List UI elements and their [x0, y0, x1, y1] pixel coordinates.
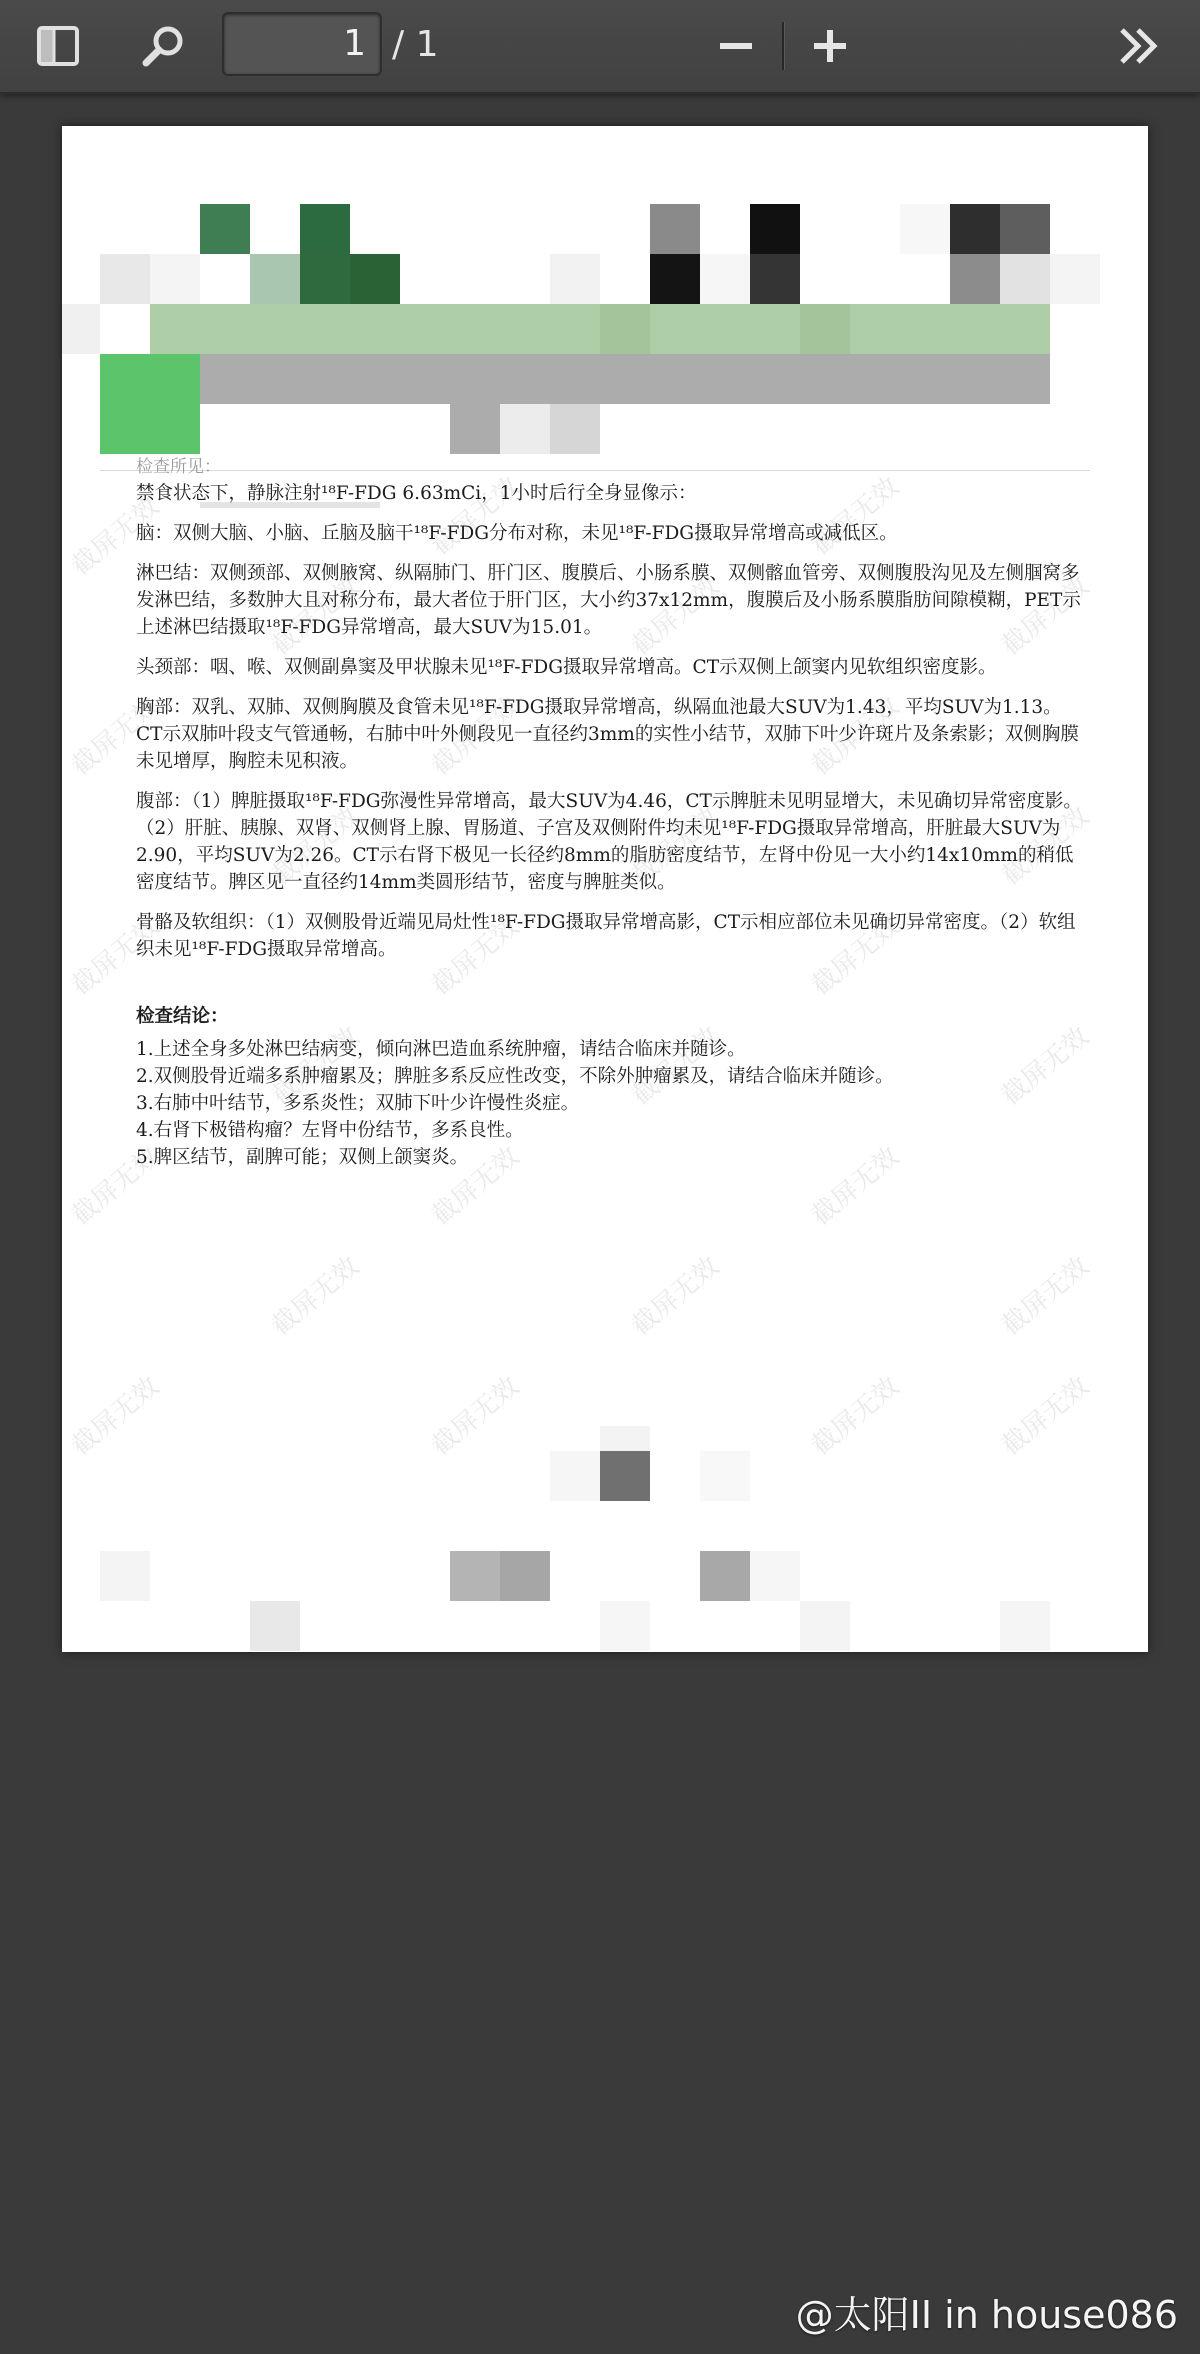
watermark: 截屏无效: [66, 911, 166, 1002]
pdf-toolbar: [0, 0, 1200, 94]
watermark: 截屏无效: [626, 1021, 726, 1112]
report-body: [136, 457, 1086, 1171]
minus-icon: [716, 26, 756, 66]
conclusion-item: 4.右肾下极错构瘤？左肾中份结节，多系良性。: [136, 1120, 524, 1141]
watermark: 截屏无效: [66, 1371, 166, 1462]
conclusion-title: 检查结论：: [136, 1006, 229, 1027]
watermark: 截屏无效: [66, 691, 166, 782]
sidebar-toggle-icon: [36, 24, 80, 68]
pdf-page: [62, 126, 1148, 1652]
report-section-bone: 骨骼及软组织：（1）双侧股骨近端见局灶性¹⁸F-FDG摄取异常增高影，CT示相应部位未见确切异常密度。（2）软组织未见¹⁸F-FDG摄取异常增高。: [136, 912, 1076, 960]
zoom-in-button[interactable]: [800, 18, 860, 74]
search-button[interactable]: [138, 20, 190, 72]
zoom-out-button[interactable]: [706, 18, 766, 74]
watermark: 截屏无效: [426, 471, 526, 562]
watermark: 截屏无效: [996, 801, 1096, 892]
watermark: 截屏无效: [806, 1371, 906, 1462]
watermark: 截屏无效: [626, 1251, 726, 1342]
conclusion-item: 3.右肺中叶结节，多系炎性；双肺下叶少许慢性炎症。: [136, 1093, 580, 1114]
report-intro: 禁食状态下，静脉注射¹⁸F-FDG 6.63mCi，1小时后行全身显像示：: [136, 483, 697, 504]
watermark: 截屏无效: [806, 1141, 906, 1232]
watermark: 截屏无效: [426, 1371, 526, 1462]
plus-icon: [810, 26, 850, 66]
conclusion-item: 2.双侧股骨近端多系肿瘤累及；脾脏多系反应性改变，不除外肿瘤累及，请结合临床并随诊。: [136, 1066, 894, 1087]
conclusion-item: 5.脾区结节，副脾可能；双侧上颌窦炎。: [136, 1147, 469, 1168]
conclusion-item: 1.上述全身多处淋巴结病变，倾向淋巴造血系统肿瘤，请结合临床并随诊。: [136, 1039, 746, 1060]
watermark: 截屏无效: [996, 571, 1096, 662]
watermark: 截屏无效: [996, 1251, 1096, 1342]
report-section-lymph: 淋巴结：双侧颈部、双侧腋窝、纵隔肺门、肝门区、腹膜后、小肠系膜、双侧髂血管旁、双侧腹股沟见及左侧腘窝多发淋巴结，多数肿大且对称分布，最大者位于肝门区，大小约37x12mm，腹膜后及小肠系膜脂肪间隙模糊，PET示上述淋巴结摄取¹⁸F-FDG异常增高，最大SUV为15.01。: [136, 563, 1081, 638]
watermark: 截屏无效: [806, 471, 906, 562]
watermark: 截屏无效: [426, 911, 526, 1002]
watermark: 截屏无效: [996, 1371, 1096, 1462]
report-section-brain: 脑：双侧大脑、小脑、丘脑及脑干¹⁸F-FDG分布对称，未见¹⁸F-FDG摄取异常增高或减低区。: [136, 523, 898, 544]
watermark: 截屏无效: [996, 1021, 1096, 1112]
watermark: 截屏无效: [806, 691, 906, 782]
watermark: 截屏无效: [426, 691, 526, 782]
watermark: 截屏无效: [66, 1141, 166, 1232]
secondary-toolbar-button[interactable]: [1110, 18, 1170, 74]
watermark: 截屏无效: [806, 911, 906, 1002]
zoom-separator: [782, 22, 784, 70]
watermark: 截屏无效: [266, 571, 366, 662]
report-section-head-neck: 头颈部：咽、喉、双侧副鼻窦及甲状腺未见¹⁸F-FDG摄取异常增高。CT示双侧上颌窦内见软组织密度影。: [136, 657, 997, 678]
watermark: 截屏无效: [266, 1251, 366, 1342]
search-icon: [140, 22, 188, 70]
page-number-input[interactable]: 1: [222, 12, 382, 76]
credit-watermark: @太阳II in house086: [795, 2293, 1178, 2337]
report-section-abdomen: 腹部：（1）脾脏摄取¹⁸F-FDG弥漫性异常增高，最大SUV为4.46，CT示脾脏未见明显增大，未见确切异常密度影。（2）肝脏、胰腺、双肾、双侧肾上腺、胃肠道、子宫及双侧附件均未见¹⁸F-FDG摄取异常增高，肝脏最大SUV为2.90，平均SUV为2.26。CT示右肾下极见一长径约8mm的脂肪密度结节，左肾中份见一大小约14x10mm的稍低密度结节。脾区见一直径约14mm类圆形结节，密度与脾脏类似。: [136, 791, 1082, 893]
watermark: 截屏无效: [426, 1141, 526, 1232]
watermark: 截屏无效: [266, 1021, 366, 1112]
watermark: 截屏无效: [66, 491, 166, 582]
findings-label: 检查所见：: [136, 457, 221, 477]
page-total-label: / 1: [392, 24, 439, 65]
watermark: 截屏无效: [626, 571, 726, 662]
conclusion-list: [136, 1036, 1086, 1171]
watermark: 截屏无效: [266, 801, 366, 892]
double-chevron-right-icon: [1116, 24, 1164, 68]
sidebar-toggle-button[interactable]: [34, 22, 82, 70]
report-section-chest: 胸部：双乳、双肺、双侧胸膜及食管未见¹⁸F-FDG摄取异常增高，纵隔血池最大SUV为1.43，平均SUV为1.13。CT示双肺叶段支气管通畅，右肺中叶外侧段见一直径约3mm的实性小结节，双肺下叶少许斑片及条索影；双侧胸膜未见增厚，胸腔未见积液。: [136, 697, 1079, 772]
watermark: 截屏无效: [626, 801, 726, 892]
